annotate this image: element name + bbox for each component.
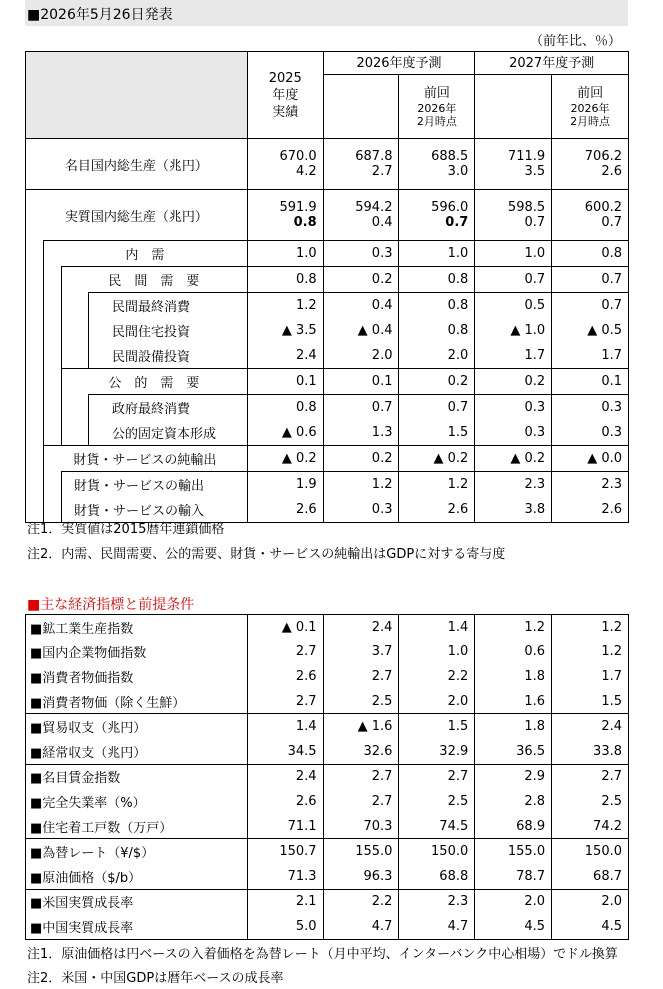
- cell-value: 3.5: [475, 164, 552, 190]
- indicator-label: ■消費者物価指数: [26, 664, 248, 689]
- cell-value: 0.8: [399, 267, 475, 293]
- indicators-table: [25, 614, 629, 940]
- row-label: [26, 343, 248, 369]
- indicator-value: 2.7: [247, 689, 323, 714]
- indicator-value: ▲ 1.6: [323, 714, 399, 739]
- note-1: 注1．実質値は2015暦年連鎖価格: [27, 522, 225, 537]
- row-label: [26, 472, 248, 498]
- cell-value: 0.7: [475, 267, 552, 293]
- cell-value: 0.3: [475, 420, 552, 446]
- header-fy2027-forecast: [475, 75, 552, 139]
- cell-value: 594.2: [323, 190, 399, 216]
- indicator-value: 2.4: [247, 764, 323, 789]
- indicator-value: 1.8: [475, 714, 552, 739]
- indicator-value: 150.7: [247, 839, 323, 864]
- indicator-value: 2.1: [247, 889, 323, 914]
- indicator-value: 4.7: [323, 914, 399, 939]
- indicator-value: 5.0: [247, 914, 323, 939]
- indicator-value: 2.7: [323, 664, 399, 689]
- cell-value: 2.3: [475, 472, 552, 498]
- indicator-value: 2.8: [475, 789, 552, 814]
- indicator-value: 2.4: [552, 714, 629, 739]
- section-title: ■主な経済指標と前提条件: [27, 597, 195, 613]
- cell-value: ▲ 3.5: [247, 318, 323, 343]
- indicator-value: 2.9: [475, 764, 552, 789]
- cell-value: 1.2: [399, 472, 475, 498]
- indicator-value: 2.0: [552, 889, 629, 914]
- cell-value: ▲ 0.4: [323, 318, 399, 343]
- indicator-value: 1.8: [475, 664, 552, 689]
- cell-value: ▲ 0.2: [475, 446, 552, 472]
- indicator-value: 71.3: [247, 864, 323, 889]
- cell-value: 0.3: [552, 395, 629, 421]
- cell-value: 0.7: [552, 267, 629, 293]
- cell-value: 0.8: [247, 267, 323, 293]
- indicator-label: ■消費者物価（除く生鮮）: [26, 689, 248, 714]
- indicator-value: 2.2: [399, 664, 475, 689]
- cell-value: 0.3: [323, 241, 399, 267]
- indicator-value: 2.5: [552, 789, 629, 814]
- cell-value: 0.1: [247, 369, 323, 395]
- cell-value: 0.4: [323, 215, 399, 241]
- cell-value: 0.1: [323, 369, 399, 395]
- indicator-value: 34.5: [247, 739, 323, 764]
- cell-value: ▲ 0.2: [247, 446, 323, 472]
- indicator-value: 1.2: [552, 640, 629, 665]
- cell-value: 0.8: [247, 215, 323, 241]
- indicator-value: 2.4: [323, 615, 399, 640]
- cell-value: 591.9: [247, 190, 323, 216]
- indicator-label: ■鉱工業生産指数: [26, 615, 248, 640]
- cell-value: 2.0: [323, 343, 399, 369]
- indicator-value: 74.5: [399, 814, 475, 839]
- cell-value: 0.7: [475, 215, 552, 241]
- indicator-value: 33.8: [552, 739, 629, 764]
- cell-value: 2.0: [399, 343, 475, 369]
- row-label: [26, 420, 248, 446]
- row-label-text: 財貨・サービスの輸出: [74, 478, 205, 494]
- indicator-value: 1.0: [399, 640, 475, 665]
- header-blank: [26, 52, 248, 139]
- prev-sublabel: 2026年 2月時点: [416, 102, 457, 129]
- cell-value: 0.1: [552, 369, 629, 395]
- cell-value: ▲ 1.0: [475, 318, 552, 343]
- indicator-value: 150.0: [399, 839, 475, 864]
- cell-value: 2.6: [552, 164, 629, 190]
- header-fy2026: 2026年度予測: [323, 52, 475, 75]
- indicator-value: 0.6: [475, 640, 552, 665]
- indicator-label: ■住宅着工戸数（万戸）: [26, 814, 248, 839]
- note-2: 注2．内需、民間需要、公的需要、財貨・サービスの純輸出はGDPに対する寄与度: [27, 547, 506, 562]
- row-label-text: 民間住宅投資: [112, 325, 191, 340]
- cell-value: ▲ 0.2: [399, 446, 475, 472]
- cell-value: 0.3: [552, 420, 629, 446]
- row-label-text: 民間設備投資: [112, 350, 191, 366]
- indicator-value: 68.8: [399, 864, 475, 889]
- row-label: [26, 190, 248, 241]
- cell-value: 2.6: [552, 497, 629, 523]
- row-label-text: 名目国内総生産（兆円）: [64, 158, 208, 174]
- row-label: [26, 241, 248, 267]
- cell-value: 0.8: [399, 318, 475, 343]
- cell-value: 0.8: [552, 241, 629, 267]
- row-label-text: 財貨・サービスの純輸出: [73, 453, 217, 468]
- indicator-value: 1.2: [475, 615, 552, 640]
- row-label-text: 実質国内総生産（兆円）: [64, 209, 208, 225]
- cell-value: 1.2: [323, 472, 399, 498]
- indicator-value: 3.7: [323, 640, 399, 665]
- cell-value: 0.3: [323, 497, 399, 523]
- indicator-value: 2.0: [475, 889, 552, 914]
- cell-value: 3.0: [399, 164, 475, 190]
- cell-value: 1.2: [247, 293, 323, 319]
- cell-value: 687.8: [323, 139, 399, 165]
- indicator-value: 1.5: [552, 689, 629, 714]
- indicator-label: ■中国実質成長率: [26, 914, 248, 939]
- cell-value: 4.2: [247, 164, 323, 190]
- cell-value: 3.8: [475, 497, 552, 523]
- cell-value: ▲ 0.5: [552, 318, 629, 343]
- cell-value: 0.8: [399, 293, 475, 319]
- unit-label: （前年比、％）: [529, 34, 621, 49]
- indicator-label: ■貿易収支（兆円）: [26, 714, 248, 739]
- cell-value: 2.3: [552, 472, 629, 498]
- indicator-value: 74.2: [552, 814, 629, 839]
- page-title: ■2026年5月26日発表: [27, 7, 173, 23]
- indicator-value: 1.2: [552, 615, 629, 640]
- row-label: [26, 318, 248, 343]
- cell-value: ▲ 0.0: [552, 446, 629, 472]
- indicator-value: 2.7: [323, 789, 399, 814]
- indicator-label: ■経常収支（兆円）: [26, 739, 248, 764]
- row-label-text: 財貨・サービスの輸入: [74, 504, 205, 519]
- cell-value: 2.7: [323, 164, 399, 190]
- row-label-text: 公的固定資本形成: [112, 427, 217, 443]
- prev-label: 前回: [423, 86, 450, 102]
- indicator-value: 68.9: [475, 814, 552, 839]
- cell-value: 0.3: [475, 395, 552, 421]
- row-label: [26, 395, 248, 421]
- row-label-text: 民 間 需 要: [108, 274, 200, 289]
- cell-value: 0.7: [323, 395, 399, 421]
- cell-value: 1.7: [552, 343, 629, 369]
- row-label: [26, 139, 248, 190]
- cell-value: 1.7: [475, 343, 552, 369]
- indicator-value: 2.2: [323, 889, 399, 914]
- cell-value: 2.4: [247, 343, 323, 369]
- indicator-value: 2.5: [399, 789, 475, 814]
- note-4: 注2．米国・中国GDPは暦年ベースの成長率: [27, 971, 284, 986]
- cell-value: 0.7: [399, 215, 475, 241]
- indicator-value: 2.7: [247, 640, 323, 665]
- indicator-label: ■為替レート（¥/$）: [26, 839, 248, 864]
- cell-value: 1.0: [247, 241, 323, 267]
- indicator-value: ▲ 0.1: [247, 615, 323, 640]
- cell-value: 1.0: [475, 241, 552, 267]
- indicator-value: 1.6: [475, 689, 552, 714]
- indicator-value: 2.6: [247, 664, 323, 689]
- indicator-value: 2.7: [323, 764, 399, 789]
- header-fy2027-prev: [552, 75, 629, 139]
- indicator-value: 4.7: [399, 914, 475, 939]
- row-label-text: 政府最終消費: [112, 401, 191, 417]
- cell-value: 711.9: [475, 139, 552, 165]
- indicator-label: ■完全失業率（%）: [26, 789, 248, 814]
- header-2025: 2025 年度 実績: [247, 52, 323, 139]
- row-label: [26, 293, 248, 319]
- indicator-value: 1.4: [247, 714, 323, 739]
- cell-value: 0.4: [323, 293, 399, 319]
- row-label-text: 公 的 需 要: [108, 376, 200, 391]
- cell-value: 0.2: [323, 267, 399, 293]
- cell-value: 1.9: [247, 472, 323, 498]
- indicator-value: 4.5: [552, 914, 629, 939]
- cell-value: 1.0: [399, 241, 475, 267]
- cell-value: 0.5: [475, 293, 552, 319]
- cell-value: 0.7: [552, 215, 629, 241]
- cell-value: 0.7: [399, 395, 475, 421]
- indicator-value: 68.7: [552, 864, 629, 889]
- cell-value: 688.5: [399, 139, 475, 165]
- header-fy2026-prev: [399, 75, 475, 139]
- indicator-value: 2.5: [323, 689, 399, 714]
- indicator-value: 36.5: [475, 739, 552, 764]
- indicator-value: 2.7: [399, 764, 475, 789]
- note-3: 注1．原油価格は円ベースの入着価格を為替レート（月中平均、インターバンク中心相場）でドル換算: [27, 947, 618, 962]
- indicator-value: 1.4: [399, 615, 475, 640]
- cell-value: 1.5: [399, 420, 475, 446]
- cell-value: 1.3: [323, 420, 399, 446]
- prev-label: 前回: [577, 86, 604, 102]
- indicator-label: ■国内企業物価指数: [26, 640, 248, 665]
- indicator-value: 4.5: [475, 914, 552, 939]
- cell-value: 600.2: [552, 190, 629, 216]
- indicator-label: ■原油価格（$/b）: [26, 864, 248, 889]
- cell-value: 2.6: [399, 497, 475, 523]
- row-label: [26, 267, 248, 293]
- row-label: [26, 446, 248, 472]
- forecast-table: [25, 51, 629, 523]
- indicator-label: ■米国実質成長率: [26, 889, 248, 914]
- row-label-text: 民間最終消費: [112, 299, 191, 315]
- indicator-value: 2.0: [399, 689, 475, 714]
- indicator-value: 155.0: [475, 839, 552, 864]
- cell-value: 0.2: [399, 369, 475, 395]
- cell-value: 2.6: [247, 497, 323, 523]
- cell-value: ▲ 0.6: [247, 420, 323, 446]
- cell-value: 0.7: [552, 293, 629, 319]
- cell-value: 0.8: [247, 395, 323, 421]
- cell-value: 596.0: [399, 190, 475, 216]
- indicator-value: 2.6: [247, 789, 323, 814]
- indicator-value: 155.0: [323, 839, 399, 864]
- cell-value: 706.2: [552, 139, 629, 165]
- header-fy2026-forecast: [323, 75, 399, 139]
- cell-value: 0.2: [475, 369, 552, 395]
- indicator-value: 71.1: [247, 814, 323, 839]
- indicator-value: 70.3: [323, 814, 399, 839]
- indicator-value: 1.7: [552, 664, 629, 689]
- cell-value: 670.0: [247, 139, 323, 165]
- header-fy2027: 2027年度予測: [475, 52, 629, 75]
- cell-value: 598.5: [475, 190, 552, 216]
- indicator-value: 2.7: [552, 764, 629, 789]
- indicator-value: 1.5: [399, 714, 475, 739]
- row-label: [26, 369, 248, 395]
- indicator-value: 2.3: [399, 889, 475, 914]
- row-label-text: 内 需: [125, 248, 165, 263]
- indicator-value: 78.7: [475, 864, 552, 889]
- prev-sublabel: 2026年 2月時点: [570, 102, 611, 129]
- indicator-value: 32.6: [323, 739, 399, 764]
- cell-value: 0.2: [323, 446, 399, 472]
- indicator-label: ■名目賃金指数: [26, 764, 248, 789]
- indicator-value: 32.9: [399, 739, 475, 764]
- indicator-value: 96.3: [323, 864, 399, 889]
- indicator-value: 150.0: [552, 839, 629, 864]
